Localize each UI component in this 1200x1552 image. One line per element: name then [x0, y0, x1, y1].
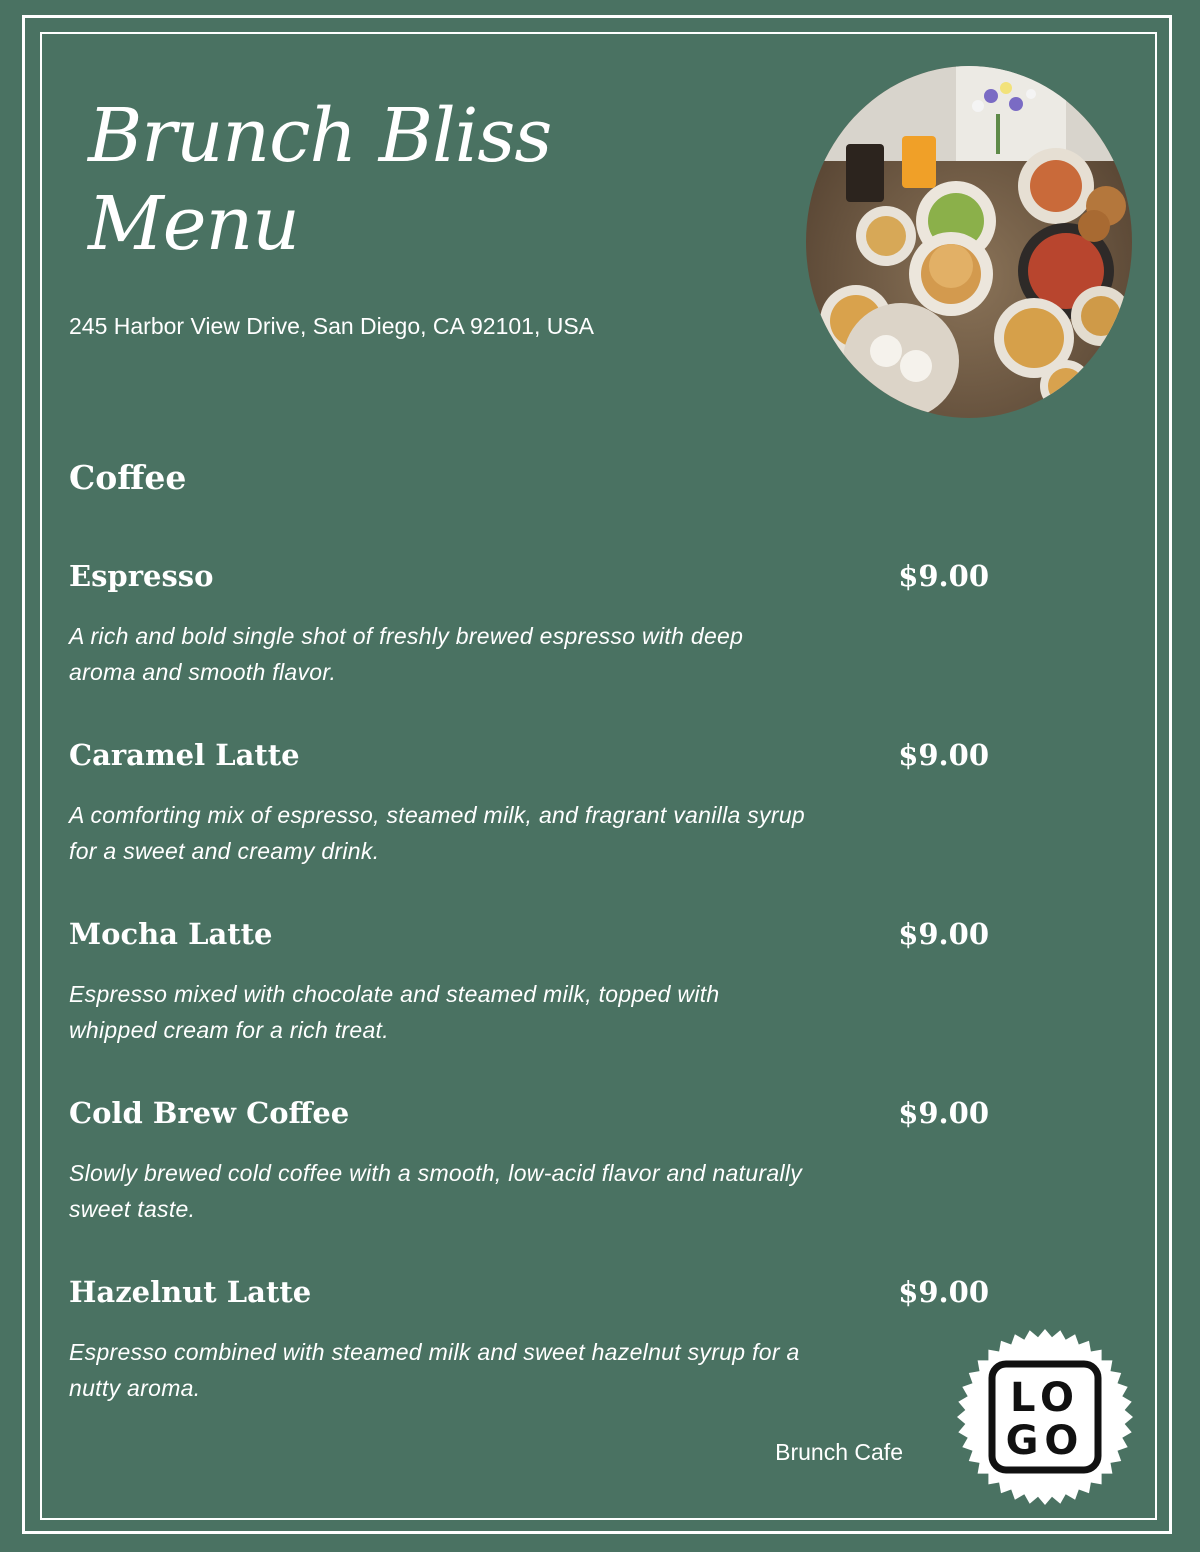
- menu-title-line2: Menu: [88, 181, 299, 267]
- menu-item: [69, 916, 989, 1086]
- brunch-spread-illustration: [806, 66, 1132, 418]
- menu-item: [69, 558, 989, 728]
- section-title-coffee: Coffee: [69, 458, 187, 497]
- item-name: Espresso: [69, 559, 214, 593]
- item-price: $9.00: [898, 1275, 989, 1309]
- item-description: A rich and bold single shot of freshly brewed espresso with deep aroma and smooth flavor.: [69, 623, 744, 685]
- item-description: Espresso mixed with chocolate and steamed milk, topped with whipped cream for a rich treat.: [69, 981, 720, 1043]
- item-description: Espresso combined with steamed milk and sweet hazelnut syrup for a nutty aroma.: [69, 1339, 800, 1401]
- cafe-name: Brunch Cafe: [775, 1439, 903, 1465]
- item-name: Cold Brew Coffee: [69, 1096, 350, 1130]
- item-price: $9.00: [898, 738, 989, 772]
- address: 245 Harbor View Drive, San Diego, CA 92101, USA: [69, 313, 595, 339]
- logo-text-line2: GO: [1005, 1418, 1085, 1464]
- menu-title: [88, 92, 728, 268]
- item-price: $9.00: [898, 1096, 989, 1130]
- item-description: A comforting mix of espresso, steamed milk, and fragrant vanilla syrup for a sweet and creamy drink.: [69, 802, 805, 864]
- menu-item: [69, 1274, 989, 1444]
- logo-text-line1: LO: [1009, 1375, 1081, 1421]
- item-name: Caramel Latte: [69, 738, 300, 772]
- logo-badge-icon: [956, 1328, 1134, 1506]
- item-name: Mocha Latte: [69, 917, 273, 951]
- item-description: Slowly brewed cold coffee with a smooth, low-acid flavor and naturally sweet taste.: [69, 1160, 803, 1222]
- hero-food-image: [806, 66, 1132, 418]
- logo-badge-svg: [956, 1328, 1134, 1506]
- item-name: Hazelnut Latte: [69, 1275, 312, 1309]
- menu-item: [69, 1095, 989, 1265]
- item-price: $9.00: [898, 917, 989, 951]
- item-price: $9.00: [898, 559, 989, 593]
- menu-title-line1: Brunch Bliss: [88, 93, 552, 179]
- menu-item: [69, 737, 989, 907]
